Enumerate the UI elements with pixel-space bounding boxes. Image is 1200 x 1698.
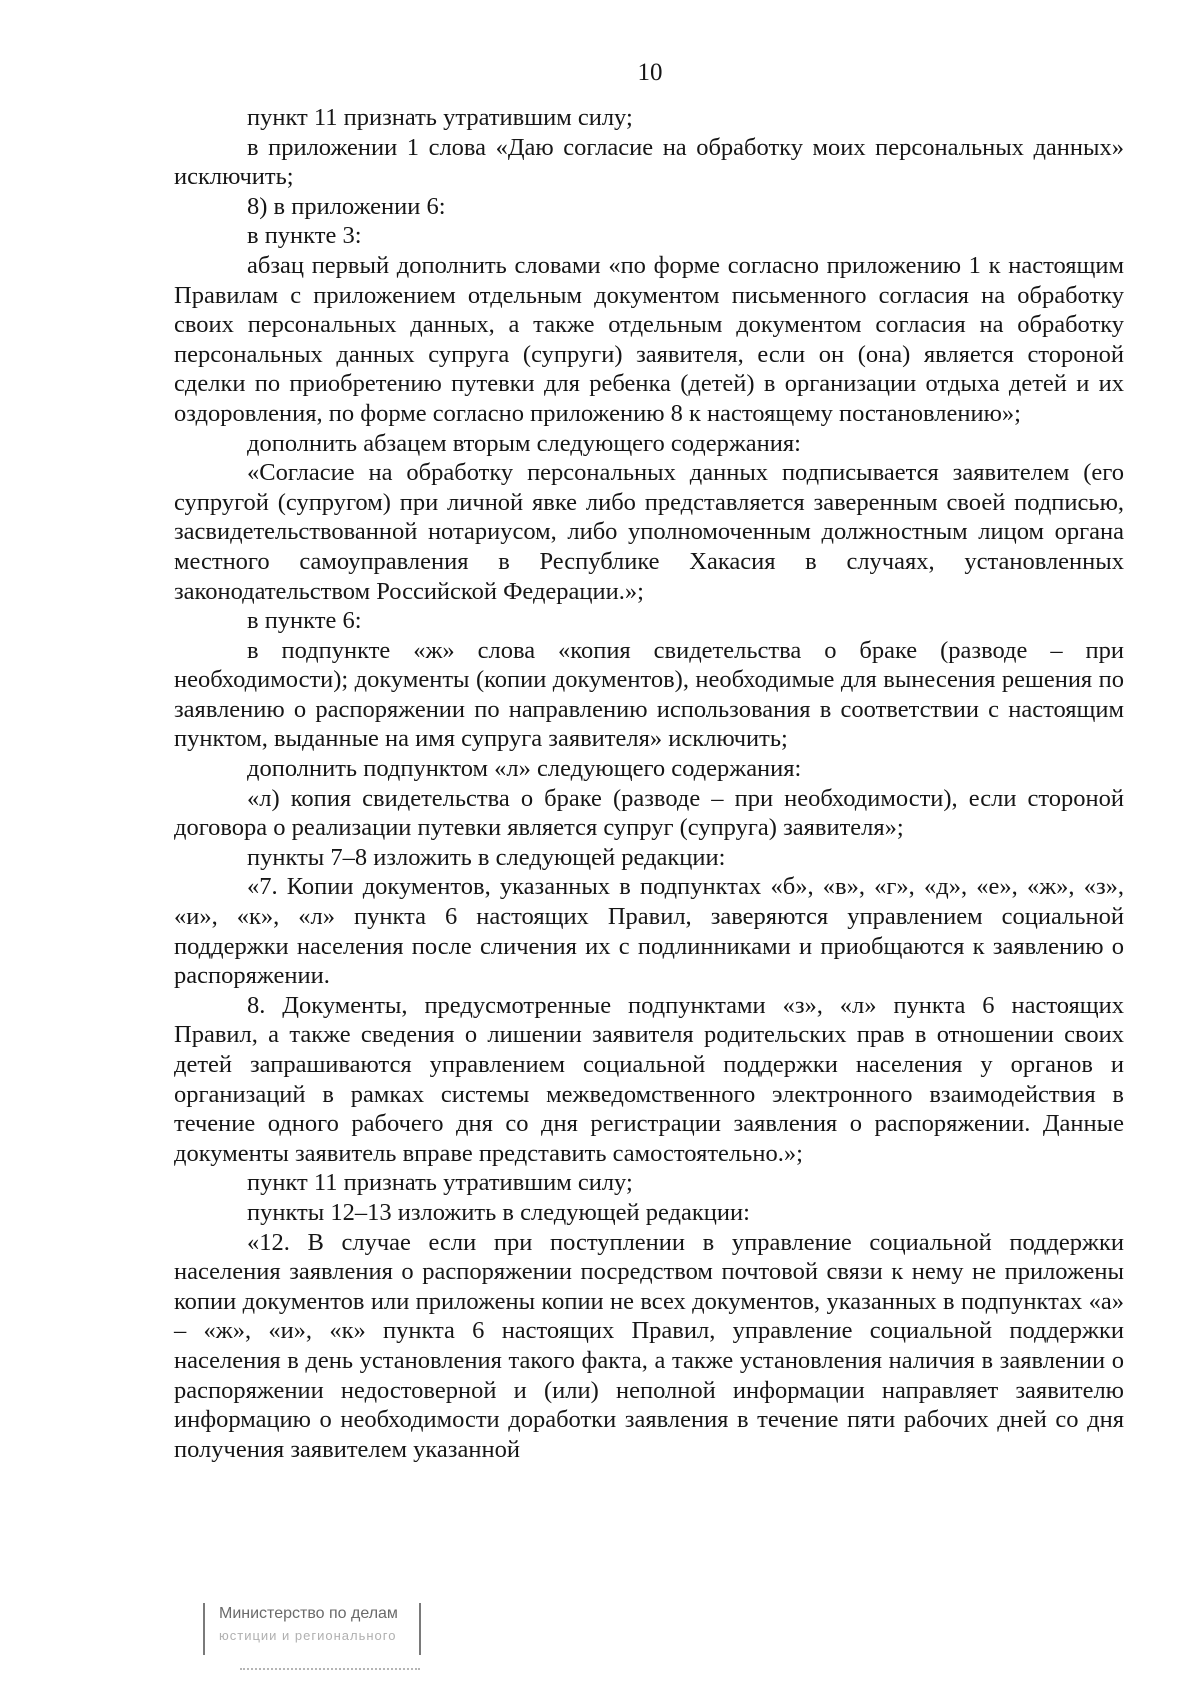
paragraph: в приложении 1 слова «Даю согласие на обработку моих персональных данных» исключить; bbox=[174, 133, 1124, 191]
paragraph: «7. Копии документов, указанных в подпунктах «б», «в», «г», «д», «е», «ж», «з», «и», «к», «л» пункта 6 настоящих Правил, заверяются управлением социальной поддержки населения после сличения их с подлинниками и приобщаются к заявлению о распоряжении. bbox=[174, 873, 1124, 990]
paragraph: в подпункте «ж» слова «копия свидетельства о браке (разводе – при необходимости); документы (копии документов), необходимые для вынесения решения по заявлению о распоряжении по направлению использования в соответствии с настоящим пунктом, выданные на имя супруга заявителя» исключить; bbox=[174, 636, 1124, 753]
stamp-line-2: юстиции и регионального bbox=[219, 1628, 397, 1643]
paragraph: в пункте 3: bbox=[247, 222, 362, 250]
paragraph: 8. Документы, предусмотренные подпунктами «з», «л» пункта 6 настоящих Правил, а также сведения о лишении заявителя родительских прав в отношении своих детей запрашиваются управлением социальной поддержки населения у органов и организаций в рамках системы межведомственного электронного взаимодействия в течение одного рабочего дня со дня регистрации заявления о распоряжении. Данные документы заявитель вправе представить самостоятельно.»; bbox=[174, 991, 1124, 1167]
paragraph: пункт 11 признать утратившим силу; bbox=[247, 104, 633, 131]
stamp-dotted-line bbox=[240, 1668, 420, 1670]
paragraph: дополнить подпунктом «л» следующего содержания: bbox=[247, 755, 802, 783]
registration-stamp bbox=[203, 1603, 421, 1655]
paragraph: пункты 7–8 изложить в следующей редакции: bbox=[247, 843, 726, 871]
stamp-line-1: Министерство по делам bbox=[219, 1605, 398, 1622]
page-number: 10 bbox=[637, 59, 663, 86]
paragraph: «Согласие на обработку персональных данных подписывается заявителем (его супругой (супругом) при личной явке либо представляется заверенным своей подписью, засвидетельствованной нотариусом, либо уполномоченным должностным лицом органа местного самоуправления в Республике Хакасия в случаях, установленных законодательством Российской Федерации.»; bbox=[174, 459, 1124, 605]
paragraph: 8) в приложении 6: bbox=[247, 192, 446, 220]
paragraph: пункт 11 признать утратившим силу; bbox=[247, 1169, 633, 1197]
paragraph: «л) копия свидетельства о браке (разводе – при необходимости), если стороной договора о реализации путевки является супруг (супруга) заявителя»; bbox=[174, 784, 1124, 842]
paragraph: пункты 12–13 изложить в следующей редакции: bbox=[247, 1198, 750, 1226]
document-body bbox=[174, 103, 1124, 1464]
paragraph: в пункте 6: bbox=[247, 607, 362, 635]
paragraph: дополнить абзацем вторым следующего содержания: bbox=[247, 429, 801, 457]
paragraph: абзац первый дополнить словами «по форме согласно приложению 1 к настоящим Правилам с приложением отдельным документом письменного согласия на обработку своих персональных данных, а также отдельным документом согласия на обработку персональных данных супруга (супруги) заявителя, если он (она) является стороной сделки по приобретению путевки для ребенка (детей) в организации отдыха детей и их оздоровления, по форме согласно приложению 8 к настоящему постановлению»; bbox=[174, 251, 1124, 427]
paragraph: «12. В случае если при поступлении в управление социальной поддержки населения заявления о распоряжении посредством почтовой связи к нему не приложены копии документов или приложены копии не всех документов, указанных в подпунктах «а» – «ж», «и», «к» пункта 6 настоящих Правил, управление социальной поддержки населения в день установления такого факта, а также установления наличия в заявлении о распоряжении недостоверной и (или) неполной информации направляет заявителю информацию о необходимости доработки заявления в течение пяти рабочих дней со дня получения заявителем указанной bbox=[174, 1228, 1124, 1463]
